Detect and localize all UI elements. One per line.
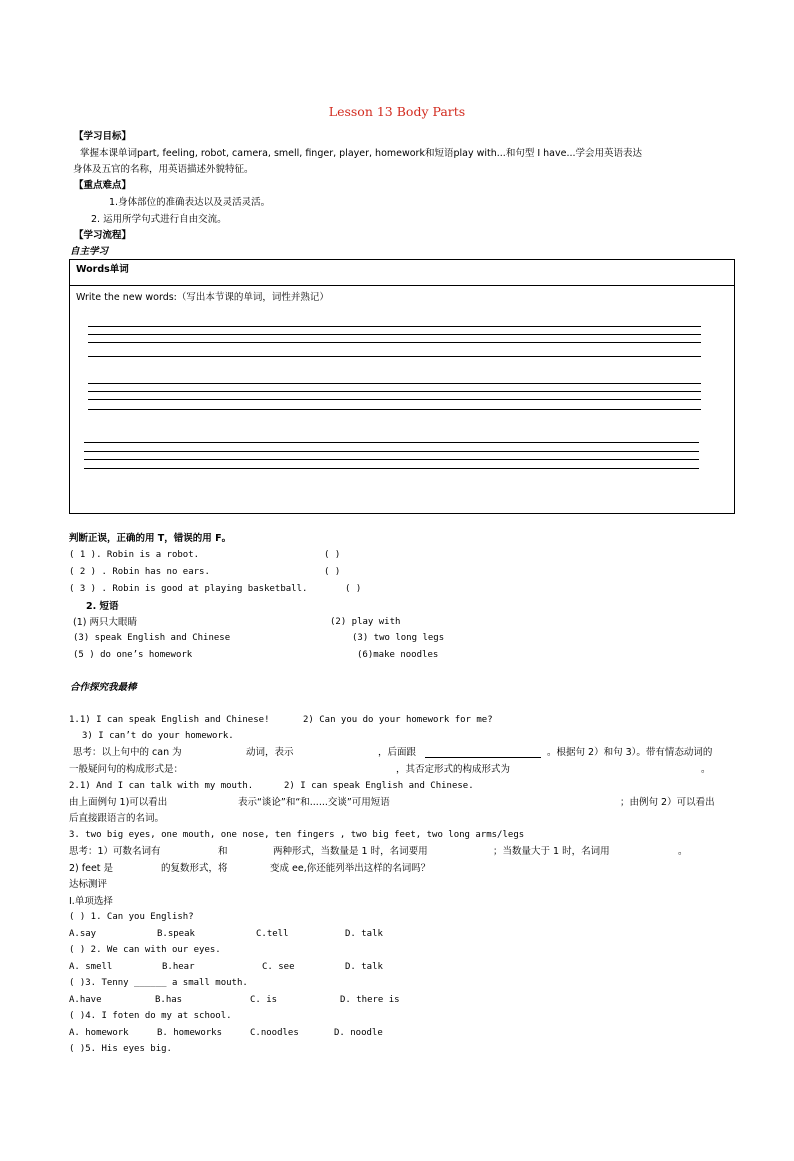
answer-blank[interactable]: [425, 757, 541, 758]
think-3-part-b: 和: [218, 846, 228, 857]
think-4-part-a: 2) feet 是: [69, 863, 114, 874]
think-3-part-a: 思考：1）可数名词有: [69, 846, 161, 857]
write-words-label: Write the new words:（写出本节课的单词，词性并熟记）: [76, 292, 329, 303]
example-1-part-c: ；由例句 2）可以看出: [620, 797, 715, 808]
multiple-choice-heading: I.单项选择: [69, 896, 113, 907]
cooperation-heading: 合作探究我最棒: [70, 682, 137, 693]
option-2a[interactable]: A. smell: [69, 962, 113, 972]
goals-line-2: 身体及五官的名称，用英语描述外貌特征。: [73, 164, 254, 175]
think-3-part-e: 。: [678, 846, 688, 857]
question-5: ( )5. His eyes big.: [69, 1044, 172, 1054]
think-1-part-c: ，后面跟: [378, 747, 417, 758]
think-4-part-c: 变成 ee,你还能列举出这样的名词吗？: [270, 863, 431, 874]
option-4c[interactable]: C.noodles: [250, 1028, 299, 1038]
option-2b[interactable]: B.hear: [162, 962, 195, 972]
option-2d[interactable]: D. talk: [345, 962, 383, 972]
writing-line[interactable]: [88, 399, 701, 400]
think-1-part-b: 动词，表示: [246, 747, 294, 758]
option-4d[interactable]: D. noodle: [334, 1028, 383, 1038]
writing-line[interactable]: [88, 356, 701, 357]
phrase-4: (3) two long legs: [352, 633, 445, 643]
phrases-heading: 2. 短语: [86, 601, 119, 612]
option-1d[interactable]: D. talk: [345, 929, 383, 939]
think-2-part-c: 。: [701, 764, 711, 775]
writing-line[interactable]: [88, 391, 701, 392]
think-2-part-b: ，其否定形式的构成形式为: [396, 764, 511, 775]
option-3a[interactable]: A.have: [69, 995, 102, 1005]
goals-line-1: 掌握本课单词part, feeling, robot, camera, smell, finger, player, homework和短语play with...和句型 I have...学会用英语表达: [80, 148, 643, 159]
words-label: Words单词: [76, 264, 129, 275]
heading-key-points: 【重点难点】: [74, 180, 132, 191]
phrase-3: (3) speak English and Chinese: [73, 633, 231, 643]
example-1-part-a: 由上面例句 1)可以看出: [69, 797, 168, 808]
judge-item-3: ( 3 ) . Robin is good at playing basketball.: [69, 584, 308, 594]
heading-flow: 【学习流程】: [74, 230, 132, 241]
sentence-1-1: 1.1) I can speak English and Chinese!: [69, 715, 270, 725]
option-4a[interactable]: A. homework: [69, 1028, 129, 1038]
key-point-1: 1.身体部位的准确表达以及灵活灵活。: [109, 197, 271, 208]
writing-line[interactable]: [88, 342, 701, 343]
option-1a[interactable]: A.say: [69, 929, 97, 939]
sentence-3: 3. two big eyes, one mouth, one nose, ten fingers , two big feet, two long arms/legs: [69, 830, 525, 840]
judge-item-2: ( 2 ) . Robin has no ears.: [69, 567, 210, 577]
writing-line[interactable]: [84, 451, 699, 452]
question-1: ( ) 1. Can you English?: [69, 912, 194, 922]
phrase-1: (1) 两只大眼睛: [73, 617, 137, 628]
heading-goals: 【学习目标】: [74, 131, 132, 142]
judge-answer-1[interactable]: ( ): [324, 550, 341, 560]
page-title: Lesson 13 Body Parts: [328, 104, 466, 119]
sentence-1-3: 3) I can’t do your homework.: [82, 731, 234, 741]
judge-item-1: ( 1 ). Robin is a robot.: [69, 550, 200, 560]
question-4: ( )4. I foten do my at school.: [69, 1011, 232, 1021]
option-4b[interactable]: B. homeworks: [157, 1028, 223, 1038]
option-3d[interactable]: D. there is: [340, 995, 400, 1005]
writing-line[interactable]: [84, 468, 699, 469]
phrase-2: (2) play with: [330, 617, 401, 627]
option-2c[interactable]: C. see: [262, 962, 295, 972]
think-1-part-d: 。根据句 2）和句 3）。带有情态动词的: [547, 747, 713, 758]
option-1b[interactable]: B.speak: [157, 929, 195, 939]
self-study-heading: 自主学习: [70, 246, 109, 257]
judge-answer-3[interactable]: ( ): [345, 584, 362, 594]
sentence-2-1: 2.1) And I can talk with my mouth.: [69, 781, 254, 791]
option-3c[interactable]: C. is: [250, 995, 278, 1005]
phrase-5: (5 ) do one’s homework: [73, 650, 193, 660]
think-2-part-a: 一般疑问句的构成形式是：: [69, 764, 184, 775]
think-3-part-d: ；当数量大于 1 时，名词用: [493, 846, 610, 857]
evaluation-heading: 达标测评: [69, 879, 108, 890]
writing-line[interactable]: [88, 409, 701, 410]
writing-line[interactable]: [88, 383, 701, 384]
question-2: ( ) 2. We can with our eyes.: [69, 945, 221, 955]
option-1c[interactable]: C.tell: [256, 929, 289, 939]
writing-line[interactable]: [88, 326, 701, 327]
option-3b[interactable]: B.has: [155, 995, 183, 1005]
writing-line[interactable]: [88, 334, 701, 335]
sentence-2-2: 2) I can speak English and Chinese.: [284, 781, 474, 791]
example-1-part-b: 表示“谈论”和“和......交谈”可用短语: [238, 797, 390, 808]
think-1-part-a: 思考：以上句中的 can 为: [73, 747, 182, 758]
writing-line[interactable]: [84, 442, 699, 443]
writing-line[interactable]: [84, 459, 699, 460]
words-box-divider: [69, 285, 735, 286]
key-point-2: 2. 运用所学句式进行自由交流。: [91, 214, 227, 225]
example-2: 后直接跟语言的名词。: [69, 813, 165, 824]
judge-answer-2[interactable]: ( ): [324, 567, 341, 577]
think-3-part-c: 两种形式，当数量是 1 时，名词要用: [273, 846, 428, 857]
question-3: ( )3. Tenny ______ a small mouth.: [69, 978, 248, 988]
phrase-6: (6)make noodles: [357, 650, 439, 660]
judge-heading: 判断正误，正确的用 T，错误的用 F。: [69, 533, 232, 544]
sentence-1-2: 2) Can you do your homework for me?: [303, 715, 493, 725]
think-4-part-b: 的复数形式，将: [161, 863, 228, 874]
